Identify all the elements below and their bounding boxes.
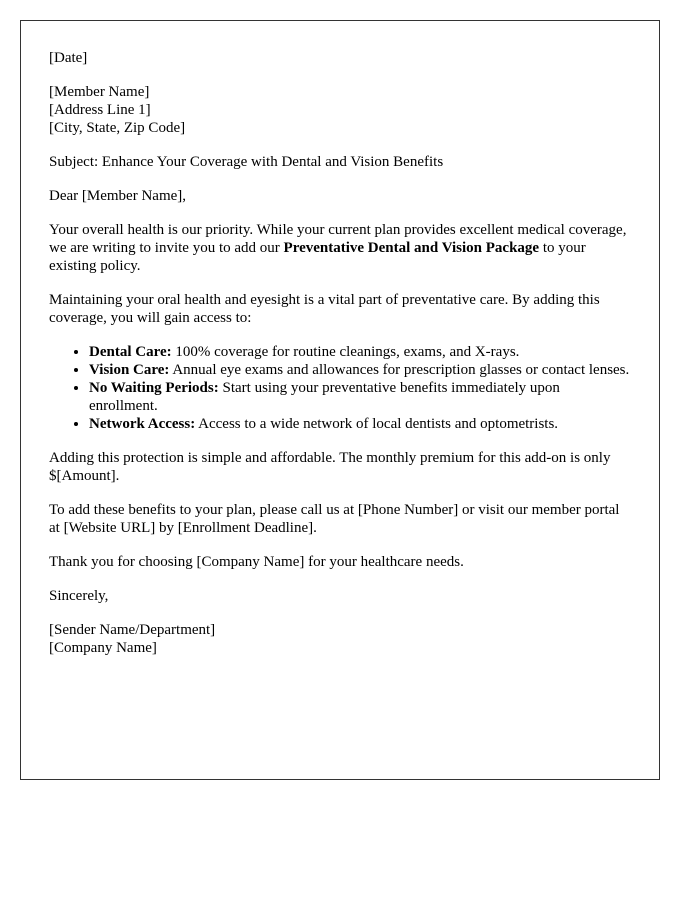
benefit-text: Annual eye exams and allowances for prescription glasses or contact lenses. — [169, 362, 630, 378]
intro-text-before: Your overall health is our priority. While your current plan provides excellent medical coverage, we are writing to invite you to add our — [49, 222, 627, 256]
recipient-name: [Member Name] — [49, 84, 150, 100]
recipient-address-line-1: [Address Line 1] — [49, 102, 151, 118]
letter-page — [20, 20, 660, 780]
coverage-paragraph: Maintaining your oral health and eyesight is a vital part of preventative care. By adding this coverage, you will gain access to: — [49, 292, 600, 326]
sender-company: [Company Name] — [49, 640, 157, 656]
intro-paragraph — [49, 221, 631, 275]
signature-block — [49, 621, 631, 657]
enrollment-paragraph: To add these benefits to your plan, please call us at [Phone Number] or visit our member portal at [Website URL] by [Enrollment Deadline]. — [49, 502, 620, 536]
recipient-city-state-zip: [City, State, Zip Code] — [49, 120, 186, 136]
benefit-item-vision — [89, 361, 631, 379]
benefit-text: Start using your preventative benefits immediately upon enrollment. — [89, 380, 560, 414]
premium-paragraph: Adding this protection is simple and affordable. The monthly premium for this add-on is only $[Amount]. — [49, 450, 611, 484]
letter-greeting: Dear [Member Name], — [49, 188, 187, 204]
sender-department: [Sender Name/Department] — [49, 622, 216, 638]
letter-date: [Date] — [49, 50, 88, 66]
letter-subject: Subject: Enhance Your Coverage with Dental and Vision Benefits — [49, 154, 444, 170]
benefit-text: 100% coverage for routine cleanings, exams, and X-rays. — [171, 344, 520, 360]
package-name: Preventative Dental and Vision Package — [283, 240, 540, 256]
benefit-item-dental — [89, 343, 631, 361]
benefit-item-network — [89, 415, 631, 433]
letter-closing: Sincerely, — [49, 588, 109, 604]
benefit-item-no-waiting — [89, 379, 631, 415]
benefits-list — [49, 343, 631, 433]
benefit-title: No Waiting Periods: — [89, 380, 219, 396]
benefit-title: Network Access: — [89, 416, 196, 432]
intro-text-after: to your existing policy. — [49, 240, 586, 274]
benefit-text: Access to a wide network of local dentists and optometrists. — [195, 416, 559, 432]
benefit-title: Dental Care: — [89, 344, 172, 360]
benefit-title: Vision Care: — [89, 362, 170, 378]
thank-you-paragraph: Thank you for choosing [Company Name] for your healthcare needs. — [49, 554, 464, 570]
recipient-address — [49, 83, 631, 137]
